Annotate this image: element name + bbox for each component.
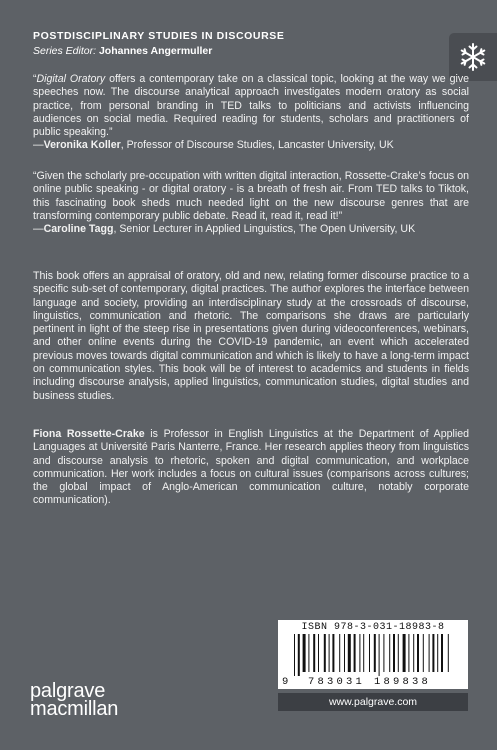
barcode-bar — [354, 634, 356, 672]
barcode-bar — [359, 634, 360, 672]
series-editor-label: Series Editor: — [33, 45, 97, 57]
book-description — [33, 270, 469, 403]
barcode-bar — [294, 634, 295, 676]
publisher-logo-line2: macmillan — [30, 698, 119, 720]
barcode-bar — [318, 634, 319, 672]
barcode-bar — [324, 634, 326, 672]
quote-text: “Given the scholarly pre-occupation with written digital interaction, Rossette-Crake’s focus on online public speaking - or digital oratory - is a breath of fresh air. From TED talks to Tiktok, this fascinating book sheds much needed light on the new discourse genres that are transforming contemporary public debate. Read it, read it, read it!” — [33, 170, 469, 222]
barcode-bar — [339, 634, 340, 672]
quote-author: Veronika Koller — [43, 139, 121, 152]
barcode-bar — [308, 634, 309, 672]
isbn-barcode-box — [278, 620, 468, 689]
barcode-bar — [389, 634, 390, 672]
series-title: POSTDISCIPLINARY STUDIES IN DISCOURSE — [33, 30, 285, 42]
author-bio-text: Fiona Rossette-Crake is Professor in English Linguistics at the Department of Applied Languages at Université Paris Nanterre, France. Her research applies theory from linguistics and discourse analysis to rhetoric, spoken and digital communication, and workplace communication. Her work includes a focus on cultural issues (comparisons across cultures; the global impact of Anglo-American communication culture, notably corporate communication). — [33, 428, 469, 507]
barcode-bar — [348, 634, 351, 672]
barcode-bar — [413, 634, 414, 672]
barcode-bar — [363, 634, 364, 672]
barcode-bar — [441, 634, 443, 672]
barcode-bar — [298, 634, 300, 676]
isbn-label: ISBN 978-3-031-18983-8 — [301, 622, 445, 633]
barcode-icon — [290, 634, 456, 676]
series-editor — [33, 45, 212, 57]
barcode-bar — [423, 634, 424, 672]
quote-attribution: —Caroline Tagg, Senior Lecturer in Applied Linguistics, The Open University, UK — [33, 223, 416, 236]
publisher-logo-line1: palgrave — [30, 680, 106, 702]
barcode-bar — [417, 634, 419, 672]
barcode-bar — [329, 634, 330, 672]
barcode-digit-group: 189838 — [374, 676, 432, 688]
quote-author: Caroline Tagg — [43, 223, 114, 236]
barcode-bar — [344, 634, 345, 672]
springer-nature-snowflake-icon — [458, 42, 488, 72]
book-description-text: This book offers an appraisal of oratory, old and new, relating former discourse practice to a specific sub-set of contemporary, digital practices. The author explores the interface between language and society, providing an interdisciplinary study at the crossroads of discourse, linguistics, communication and rhetoric. The comparisons she draws are particularly pertinent in light of the steep rise in presentations given during videoconferences, webinars, and other online events during the COVID-19 pandemic, an event which accelerated previous moves towards digital communication and which is likely to have a long-term impact on communication styles. This book will be of interest to academics and students in fields including discourse analysis, applied linguistics, communication studies, digital studies and business studies. — [33, 270, 469, 402]
barcode-bar — [408, 634, 409, 672]
barcode-bar — [432, 634, 434, 672]
barcode-bar — [332, 634, 334, 672]
barcode-bar — [303, 634, 306, 672]
barcode-bar — [429, 634, 430, 672]
author-name: Fiona Rossette-Crake — [33, 428, 145, 440]
barcode-bar — [374, 634, 376, 672]
barcode-bar — [379, 634, 380, 676]
endorsement-quote — [33, 170, 469, 236]
barcode-digit-group: 783031 — [308, 676, 366, 688]
quote-book-title: Digital Oratory — [36, 73, 106, 85]
barcode-bar — [398, 634, 399, 672]
quote-text: “Digital Oratory offers a contemporary take on a classical topic, looking at the way we give speeches now. The discourse analytical approach investigates modern oratory as social practice, from personal branding in TED talks to politicians and activists influencing audiences on social media. Required reading for students, scholars and practitioners of public speaking.” — [33, 73, 470, 139]
barcode-bar — [393, 634, 395, 672]
author-bio — [33, 428, 469, 508]
barcode-bar — [403, 634, 406, 672]
publisher-website: www.palgrave.com — [278, 693, 468, 711]
series-editor-name: Johannes Angermuller — [98, 45, 213, 57]
barcode-bar — [437, 634, 438, 672]
endorsement-quote — [33, 73, 469, 153]
barcode-bar — [313, 634, 315, 672]
barcode-bar — [369, 634, 370, 672]
barcode-bar — [448, 634, 449, 672]
barcode-bar — [383, 634, 384, 672]
quote-attribution: —Veronika Koller, Professor of Discourse Studies, Lancaster University, UK — [33, 139, 394, 152]
barcode-digit-first: 9 — [282, 676, 289, 688]
publisher-logo — [30, 682, 118, 718]
